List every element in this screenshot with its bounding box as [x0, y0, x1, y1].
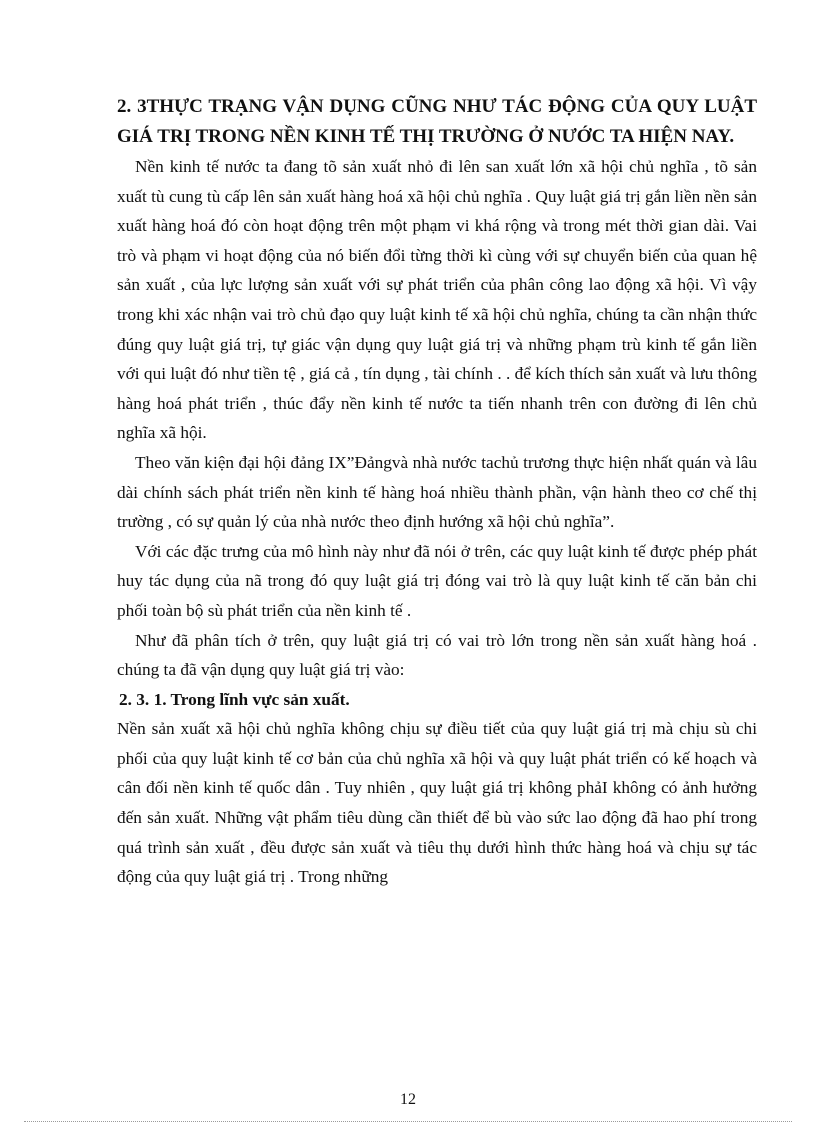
section-heading: 2. 3THỰC TRẠNG VẬN DỤNG CŨNG NHƯ TÁC ĐỘNG CỦA QUY LUẬT GIÁ TRỊ TRONG NỀN KINH TẾ THỊ TRƯỜNG Ở NƯỚC TA HIỆN NAY. — [117, 96, 757, 147]
paragraph: Với các đặc trưng của mô hình này như đã nói ở trên, các quy luật kinh tế được phép phát huy tác dụng của nã trong đó quy luật giá trị đóng vai trò là quy luật kinh tế căn bản chi phối toàn bộ sù phát triển của nền kinh tế . — [117, 541, 757, 620]
page-content — [117, 92, 757, 892]
page-number: 12 — [400, 1091, 416, 1108]
paragraph: Nền kinh tế nước ta đang tõ sản xuất nhỏ đi lên san xuất lớn xã hội chủ nghĩa , tõ sản xuất tù cung tù cấp lên sản xuất hàng hoá xã hội chủ nghĩa . Quy luật giá trị gắn liền nền sản xuất hàng hoá đó còn hoạt động trên một phạm vi khá rộng và trong mét thời gian dài. Vai trò và phạm vi hoạt động của nó biến đổi từng thời kì cùng với sự chuyển biến của quan hệ sản xuất , của lực lượng sản xuất với sự phát triển của phân công lao động xã hội. Vì vậy trong khi xác nhận vai trò chủ đạo quy luật kinh tế xã hội chủ nghĩa, chúng ta cần nhận thức đúng quy luật giá trị, tự giác vận dụng quy luật giá trị và những phạm trù kinh tế gắn liền với qui luật đó như tiền tệ , giá cả , tín dụng , tài chính . . để kích thích sản xuất và lưu thông hàng hoá phát triển , thúc đẩy nền kinh tế nước ta tiến nhanh trên con đường đi lên chủ nghĩa xã hội. — [117, 157, 757, 443]
footer-divider — [24, 1121, 792, 1122]
paragraph: Theo văn kiện đại hội đảng IX”Đảngvà nhà nước tachủ trương thực hiện nhất quán và lâu dài chính sách phát triển nền kinh tế hàng hoá nhiều thành phần, vận hành theo cơ chế thị trường , có sự quản lý của nhà nước theo định hướng xã hội chủ nghĩa”. — [117, 452, 757, 532]
paragraph: Nền sản xuất xã hội chủ nghĩa không chịu sự điều tiết của quy luật giá trị mà chịu sù chi phối của quy luật kinh tế cơ bản của chủ nghĩa xã hội và quy luật phát triển có kế hoạch và cân đối nền kinh tế quốc dân . Tuy nhiên , quy luật giá trị không phảI không có ảnh hưởng đến sản xuất. Những vật phẩm tiêu dùng cần thiết để bù vào sức lao động đã hao phí trong quá trình sản xuất , đều được sản xuất và tiêu thụ dưới hình thức hàng hoá và chịu sự tác động của quy luật giá trị . Trong những — [117, 719, 757, 887]
paragraph: Như đã phân tích ở trên, quy luật giá trị có vai trò lớn trong nền sản xuất hàng hoá . chúng ta đã vận dụng quy luật giá trị vào: — [117, 630, 757, 680]
subsection-heading: 2. 3. 1. Trong lĩnh vực sản xuất. — [119, 689, 350, 709]
